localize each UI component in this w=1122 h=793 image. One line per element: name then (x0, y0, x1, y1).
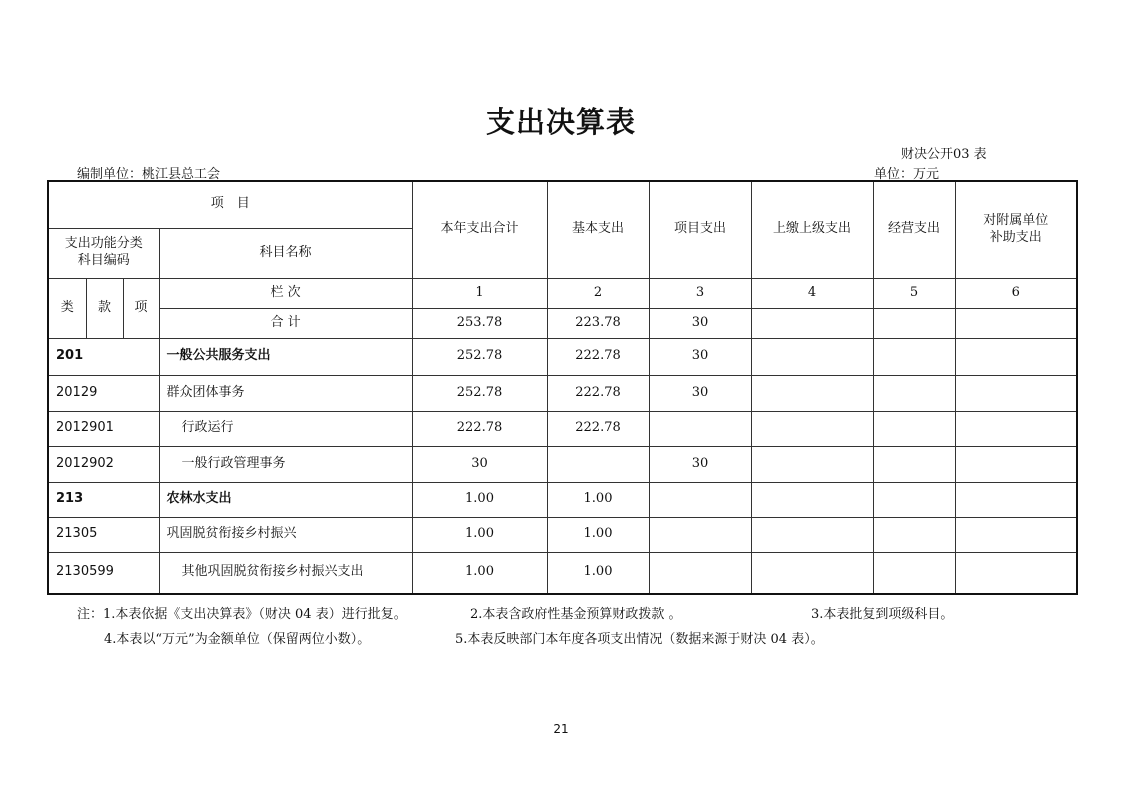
subsidy-cell (955, 411, 1077, 446)
upper-cell (751, 446, 873, 482)
total-cell: 1.00 (412, 552, 547, 594)
col-header-subsidy: 对附属单位 补助支出 (955, 181, 1077, 278)
upper-cell (751, 375, 873, 411)
col-header-total: 本年支出合计 (412, 181, 547, 278)
basic-cell: 1.00 (547, 552, 649, 594)
business-cell (873, 552, 955, 594)
basic-cell (547, 446, 649, 482)
note-3: 3.本表批复到项级科目。 (811, 607, 954, 622)
col-number: 1 (412, 278, 547, 308)
col-number: 4 (751, 278, 873, 308)
basic-cell: 222.78 (547, 411, 649, 446)
project-cell (649, 411, 751, 446)
page-title: 支出决算表 (485, 105, 636, 139)
code-cell: 2012901 (48, 411, 159, 446)
col-number: 5 (873, 278, 955, 308)
basic-cell: 1.00 (547, 517, 649, 552)
total-upper-cell (751, 308, 873, 338)
unit-label: 单位：万元 (874, 167, 940, 182)
total-row (48, 308, 1077, 338)
upper-cell (751, 482, 873, 517)
col-number: 2 (547, 278, 649, 308)
subsidy-cell (955, 338, 1077, 375)
business-cell (873, 446, 955, 482)
project-cell: 30 (649, 375, 751, 411)
subject-name-cell: 行政运行 (159, 411, 412, 446)
col-header-project: 项目支出 (649, 181, 751, 278)
table-row (48, 411, 1077, 446)
subject-name-cell: 巩固脱贫衔接乡村振兴 (159, 517, 412, 552)
upper-cell (751, 338, 873, 375)
subject-name-cell: 农林水支出 (159, 482, 412, 517)
table-row (48, 552, 1077, 594)
total-cell: 222.78 (412, 411, 547, 446)
total-cell: 252.78 (412, 338, 547, 375)
note-1: 注：1.本表依据《支出决算表》（财决 04 表）进行批复。 (77, 607, 407, 622)
project-cell: 30 (649, 446, 751, 482)
total-business-cell (873, 308, 955, 338)
project-cell (649, 482, 751, 517)
business-cell (873, 482, 955, 517)
project-cell (649, 517, 751, 552)
subsidy-cell (955, 482, 1077, 517)
business-cell (873, 517, 955, 552)
header-row-1 (48, 181, 1077, 228)
business-cell (873, 338, 955, 375)
subsidy-cell (955, 517, 1077, 552)
total-cell: 30 (412, 446, 547, 482)
note-4: 4.本表以“万元”为金额单位（保留两位小数）。 (104, 632, 371, 647)
page-number: 21 (553, 722, 569, 736)
total-basic-cell: 223.78 (547, 308, 649, 338)
upper-cell (751, 517, 873, 552)
total-cell: 252.78 (412, 375, 547, 411)
subsidy-cell (955, 552, 1077, 594)
code-cell: 20129 (48, 375, 159, 411)
project-cell: 30 (649, 338, 751, 375)
subject-name-cell: 一般行政管理事务 (159, 446, 412, 482)
table-row (48, 446, 1077, 482)
column-number-row (48, 278, 1077, 308)
col-number: 3 (649, 278, 751, 308)
basic-cell: 1.00 (547, 482, 649, 517)
col-header-basic: 基本支出 (547, 181, 649, 278)
subject-name-header: 科目名称 (159, 228, 412, 278)
table-row (48, 517, 1077, 552)
xiang-header: 项 (123, 278, 159, 338)
code-cell: 213 (48, 482, 159, 517)
organization-label: 编制单位：桃江县总工会 (77, 167, 221, 182)
business-cell (873, 411, 955, 446)
total-project-cell: 30 (649, 308, 751, 338)
lei-header: 类 (48, 278, 86, 338)
basic-cell: 222.78 (547, 375, 649, 411)
lanci-label: 栏 次 (159, 278, 412, 308)
note-2: 2.本表含政府性基金预算财政拨款 。 (470, 607, 682, 622)
code-cell: 201 (48, 338, 159, 375)
upper-cell (751, 552, 873, 594)
total-cell: 1.00 (412, 482, 547, 517)
form-number: 财决公开03 表 (901, 147, 987, 162)
subsidy-cell (955, 375, 1077, 411)
upper-cell (751, 411, 873, 446)
table-row (48, 482, 1077, 517)
total-cell: 253.78 (412, 308, 547, 338)
total-subsidy-cell (955, 308, 1077, 338)
subject-name-cell: 其他巩固脱贫衔接乡村振兴支出 (159, 552, 412, 594)
total-cell: 1.00 (412, 517, 547, 552)
subject-name-cell: 一般公共服务支出 (159, 338, 412, 375)
table-row (48, 338, 1077, 375)
table-row (48, 375, 1077, 411)
col-header-upper: 上缴上级支出 (751, 181, 873, 278)
expenditure-table (47, 180, 1078, 595)
total-label: 合 计 (159, 308, 412, 338)
code-group-header: 支出功能分类 科目编码 (48, 228, 159, 278)
project-cell (649, 552, 751, 594)
subject-name-cell: 群众团体事务 (159, 375, 412, 411)
kuan-header: 款 (86, 278, 123, 338)
note-5: 5.本表反映部门本年度各项支出情况（数据来源于财决 04 表）。 (455, 632, 824, 647)
subsidy-cell (955, 446, 1077, 482)
basic-cell: 222.78 (547, 338, 649, 375)
col-header-business: 经营支出 (873, 181, 955, 278)
code-cell: 21305 (48, 517, 159, 552)
code-cell: 2130599 (48, 552, 159, 594)
col-number: 6 (955, 278, 1077, 308)
item-header: 项 目 (48, 181, 412, 228)
business-cell (873, 375, 955, 411)
code-cell: 2012902 (48, 446, 159, 482)
